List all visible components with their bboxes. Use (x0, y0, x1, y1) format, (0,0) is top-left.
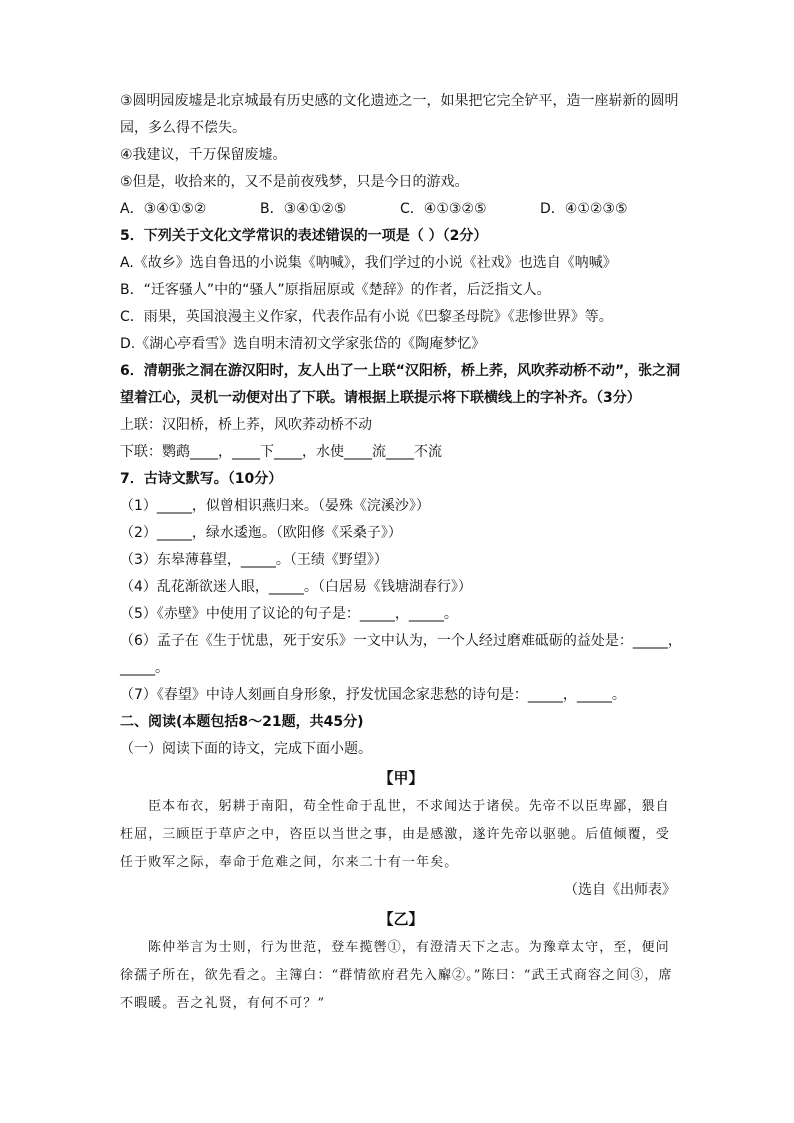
section-2-subtitle: （一）阅读下面的诗文，完成下面小题。 (120, 741, 372, 757)
yi-title: 【乙】 (378, 910, 424, 928)
jia-title: 【甲】 (378, 769, 424, 787)
q7-item-3: （3）东皋薄暮望，_____。（王绩《野望》） (120, 552, 388, 568)
q7-item-7: （7）《春望》中诗人刻画自身形象，抒发忧国念家悲愁的诗句是：_____，_____。 (120, 687, 626, 703)
q5-option-d: D.《湖心亭看雪》选自明末清初文学家张岱的《陶庵梦忆》 (120, 336, 486, 352)
q5-title: 5．下列关于文化文学常识的表述错误的一项是（ ）（2分） (120, 228, 488, 244)
q4-option-c: C．④①③②⑤ (400, 201, 487, 217)
q4-option-d: D．④①②③⑤ (540, 201, 628, 217)
option-3-line: ③圆明园废墟是北京城最有历史感的文化遗迹之一，如果把它完全铲平，造一座崭新的圆明园，多么得不偿失。 (120, 93, 679, 136)
q7-item-1: （1）_____，似曾相识燕归来。（晏殊《浣溪沙》） (120, 498, 430, 514)
option-4-line: ④我建议，千万保留废墟。 (120, 147, 287, 163)
q6-title: 6．清朝张之洞在游汉阳时，友人出了一上联“汉阳桥，桥上荞，风吹荞动桥不动”，张之洞望着江心，灵机一动便对出了下联。请根据上联提示将下联横线上的字补齐。（3分） (120, 363, 681, 406)
option-5-line: ⑤但是，收拾来的，又不是前夜残梦，只是今日的游戏。 (120, 174, 469, 190)
q6-upper-line: 上联：汉阳桥，桥上荞，风吹荞动桥不动 (120, 417, 372, 433)
q4-option-a: A．③④①⑤② (120, 201, 207, 217)
section-2-title: 二、阅读(本题包括8～21题，共45分) (120, 714, 364, 730)
jia-text: 臣本布衣，躬耕于南阳，苟全性命于乱世，不求闻达于诸侯。先帝不以臣卑鄙，猥自枉屈，三顾臣于草庐之中，咨臣以当世之事，由是感激，遂许先帝以驱驰。后值倾覆，受任于败军之际，奉命于危难之间，尔来二十有一年矣。 (120, 799, 670, 870)
q5-option-c: C．雨果，英国浪漫主义作家，代表作品有小说《巴黎圣母院》《悲惨世界》等。 (120, 309, 613, 325)
yi-text: 陈仲举言为士则，行为世范，登车揽辔①，有澄清天下之志。为豫章太守，至，便问徐孺子所在，欲先看之。主簿白：“群情欲府君先入廨②。”陈曰：“武王式商容之间③，席不暇暖。吾之礼贤，有何不可？” (120, 940, 673, 1011)
q7-item-4: （4）乱花渐欲迷人眼，_____。（白居易《钱塘湖春行》） (120, 579, 472, 595)
q5-option-b: B．“迁客骚人”中的“骚人”原指屈原或《楚辞》的作者，后泛指文人。 (120, 282, 551, 298)
q6-lower-line: 下联：鹦鹉____，____下____，水使____流____不流 (120, 444, 442, 460)
q4-option-b: B．③④①②⑤ (260, 201, 347, 217)
q7-title: 7．古诗文默写。（10分） (120, 471, 283, 487)
q7-item-6: （6）孟子在《生于忧患，死于安乐》一文中认为，一个人经过磨难砥砺的益处是：_____，_____。 (120, 633, 682, 676)
page-content (120, 88, 682, 1018)
jia-source: （选自《出师表》 (564, 882, 676, 898)
q5-option-a: A.《故乡》选自鲁迅的小说集《呐喊》，我们学过的小说《社戏》也选自《呐喊》 (120, 255, 617, 271)
q4-options (120, 196, 682, 223)
q7-item-2: （2）_____，绿水逶迤。（欧阳修《采桑子》） (120, 525, 402, 541)
q7-item-5: （5）《赤壁》中使用了议论的句子是：_____，_____。 (120, 606, 458, 622)
